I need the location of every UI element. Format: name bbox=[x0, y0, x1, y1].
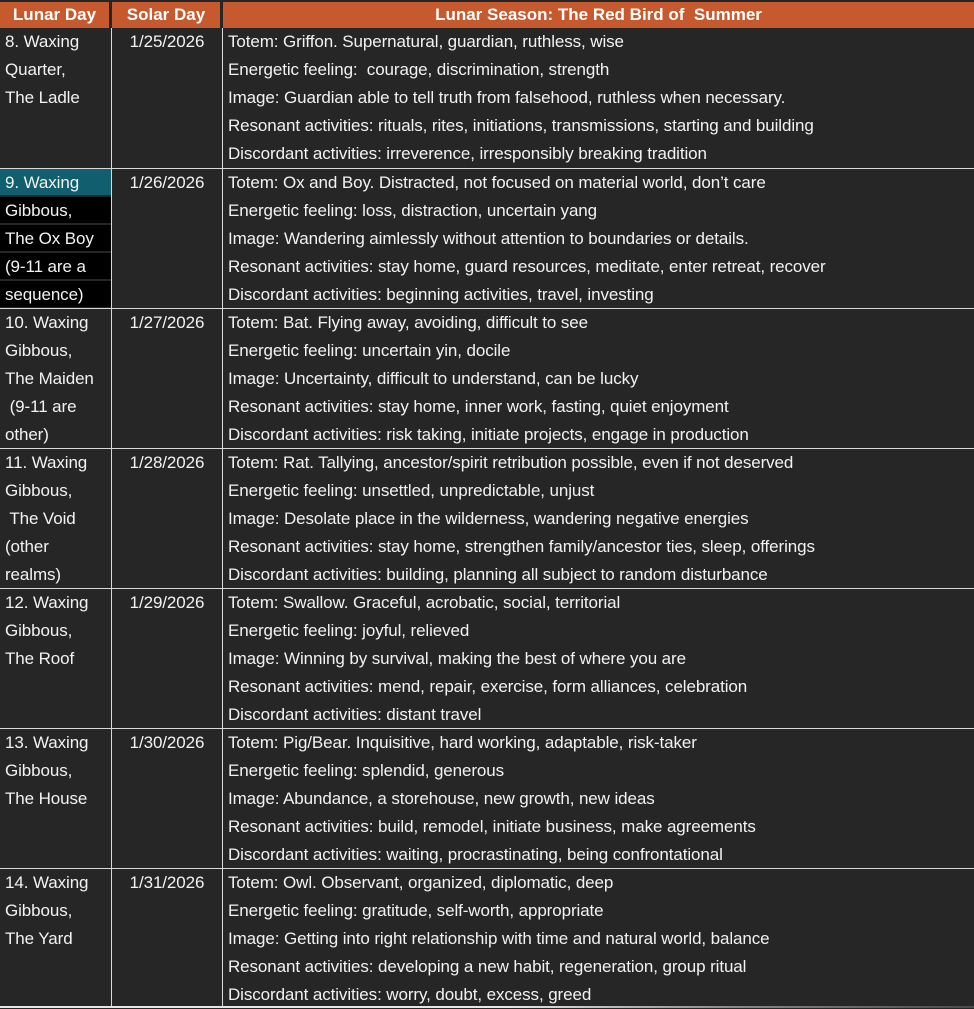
day-details-cell[interactable] bbox=[223, 308, 974, 448]
detail-line: Discordant activities: beginning activities, travel, investing bbox=[228, 285, 654, 304]
lunar-day-line: 14. Waxing bbox=[5, 873, 89, 892]
detail-line: Image: Uncertainty, difficult to understand, can be lucky bbox=[228, 369, 639, 388]
detail-line: Totem: Bat. Flying away, avoiding, difficult to see bbox=[228, 313, 588, 332]
lunar-day-line: (9-11 are a bbox=[0, 253, 111, 281]
lunar-day-line: realms) bbox=[5, 565, 61, 584]
detail-line: Image: Desolate place in the wilderness, wandering negative energies bbox=[228, 509, 749, 528]
detail-line: Totem: Rat. Tallying, ancestor/spirit retribution possible, even if not deserved bbox=[228, 453, 794, 472]
day-details-cell[interactable] bbox=[223, 588, 974, 728]
detail-line: Totem: Ox and Boy. Distracted, not focused on material world, don’t care bbox=[228, 173, 766, 192]
detail-line: Energetic feeling: unsettled, unpredictable, unjust bbox=[228, 481, 595, 500]
detail-line: Resonant activities: stay home, guard resources, meditate, enter retreat, recover bbox=[228, 257, 826, 276]
lunar-day-line: other) bbox=[5, 425, 49, 444]
detail-line: Energetic feeling: joyful, relieved bbox=[228, 621, 470, 640]
detail-line: Discordant activities: irreverence, irresponsibly breaking tradition bbox=[228, 144, 707, 163]
lunar-day-line: Gibbous, bbox=[5, 621, 73, 640]
lunar-day-line: Gibbous, bbox=[5, 901, 73, 920]
detail-line: Image: Abundance, a storehouse, new growth, new ideas bbox=[228, 789, 655, 808]
detail-line: Discordant activities: distant travel bbox=[228, 705, 482, 724]
detail-line: Image: Wandering aimlessly without attention to boundaries or details. bbox=[228, 229, 749, 248]
detail-line: Energetic feeling: gratitude, self-worth, appropriate bbox=[228, 901, 604, 920]
lunar-day-line: The Void bbox=[5, 509, 76, 528]
day-details-cell[interactable] bbox=[223, 448, 974, 588]
solar-day-cell[interactable]: 1/29/2026 bbox=[112, 588, 223, 728]
lunar-day-line: The Maiden bbox=[5, 369, 94, 388]
detail-line: Resonant activities: build, remodel, initiate business, make agreements bbox=[228, 817, 756, 836]
header-solar-day: Solar Day bbox=[112, 2, 223, 28]
lunar-day-line: The Yard bbox=[5, 929, 73, 948]
lunar-day-line: 8. Waxing bbox=[5, 32, 80, 51]
detail-line: Resonant activities: stay home, inner work, fasting, quiet enjoyment bbox=[228, 397, 729, 416]
table-bottom-border bbox=[0, 1006, 974, 1008]
lunar-day-line: The Roof bbox=[5, 649, 75, 668]
detail-line: Energetic feeling: loss, distraction, uncertain yang bbox=[228, 201, 598, 220]
detail-line: Totem: Swallow. Graceful, acrobatic, social, territorial bbox=[228, 593, 621, 612]
lunar-day-line: 12. Waxing bbox=[5, 593, 89, 612]
day-details-cell[interactable] bbox=[223, 28, 974, 168]
lunar-day-line: 13. Waxing bbox=[5, 733, 89, 752]
detail-line: Energetic feeling: courage, discrimination, strength bbox=[228, 60, 610, 79]
lunar-day-cell[interactable] bbox=[0, 868, 112, 1008]
lunar-day-line: Gibbous, bbox=[0, 197, 111, 225]
lunar-day-cell[interactable] bbox=[0, 308, 112, 448]
lunar-day-line: sequence) bbox=[0, 281, 111, 308]
detail-line: Discordant activities: waiting, procrastinating, being confrontational bbox=[228, 845, 723, 864]
solar-day-cell[interactable]: 1/27/2026 bbox=[112, 308, 223, 448]
detail-line: Discordant activities: risk taking, initiate projects, engage in production bbox=[228, 425, 749, 444]
solar-day-cell[interactable]: 1/31/2026 bbox=[112, 868, 223, 1008]
day-details-cell[interactable] bbox=[223, 728, 974, 868]
header-lunar-season: Lunar Season: The Red Bird of Summer bbox=[223, 2, 974, 28]
solar-day-cell[interactable]: 1/30/2026 bbox=[112, 728, 223, 868]
detail-line: Resonant activities: rituals, rites, initiations, transmissions, starting and building bbox=[228, 116, 814, 135]
detail-line: Totem: Owl. Observant, organized, diplomatic, deep bbox=[228, 873, 614, 892]
day-details-cell[interactable] bbox=[223, 168, 974, 308]
lunar-day-cell[interactable] bbox=[0, 168, 112, 308]
lunar-day-line: The House bbox=[5, 789, 88, 808]
lunar-day-cell[interactable] bbox=[0, 28, 112, 168]
solar-day-cell[interactable]: 1/28/2026 bbox=[112, 448, 223, 588]
detail-line: Totem: Pig/Bear. Inquisitive, hard working, adaptable, risk-taker bbox=[228, 733, 697, 752]
detail-line: Image: Winning by survival, making the best of where you are bbox=[228, 649, 686, 668]
solar-day-cell[interactable]: 1/26/2026 bbox=[112, 168, 223, 308]
lunar-day-line: (other bbox=[5, 537, 49, 556]
lunar-day-line: Gibbous, bbox=[5, 481, 73, 500]
detail-line: Resonant activities: stay home, strengthen family/ancestor ties, sleep, offerings bbox=[228, 537, 815, 556]
detail-line: Resonant activities: developing a new habit, regeneration, group ritual bbox=[228, 957, 747, 976]
lunar-day-line: 9. Waxing bbox=[0, 169, 111, 197]
lunar-day-line: Gibbous, bbox=[5, 761, 73, 780]
solar-day-cell[interactable]: 1/25/2026 bbox=[112, 28, 223, 168]
lunar-day-line: The Ox Boy bbox=[0, 225, 111, 253]
lunar-day-line: Gibbous, bbox=[5, 341, 73, 360]
lunar-day-line: 11. Waxing bbox=[5, 453, 88, 472]
day-details-cell[interactable] bbox=[223, 868, 974, 1008]
lunar-day-cell[interactable] bbox=[0, 588, 112, 728]
detail-line: Discordant activities: worry, doubt, excess, greed bbox=[228, 985, 592, 1004]
detail-line: Image: Getting into right relationship with time and natural world, balance bbox=[228, 929, 770, 948]
detail-line: Energetic feeling: uncertain yin, docile bbox=[228, 341, 511, 360]
lunar-day-line: 10. Waxing bbox=[5, 313, 89, 332]
detail-line: Totem: Griffon. Supernatural, guardian, ruthless, wise bbox=[228, 32, 624, 51]
lunar-day-line: Quarter, bbox=[5, 60, 66, 79]
detail-line: Image: Guardian able to tell truth from falsehood, ruthless when necessary. bbox=[228, 88, 786, 107]
detail-line: Energetic feeling: splendid, generous bbox=[228, 761, 505, 780]
header-lunar-day: Lunar Day bbox=[0, 2, 112, 28]
detail-line: Discordant activities: building, planning all subject to random disturbance bbox=[228, 565, 768, 584]
lunar-day-line: The Ladle bbox=[5, 88, 80, 107]
detail-line: Resonant activities: mend, repair, exercise, form alliances, celebration bbox=[228, 677, 748, 696]
lunar-day-cell[interactable] bbox=[0, 448, 112, 588]
lunar-day-line: (9-11 are bbox=[5, 397, 77, 416]
lunar-day-cell[interactable] bbox=[0, 728, 112, 868]
